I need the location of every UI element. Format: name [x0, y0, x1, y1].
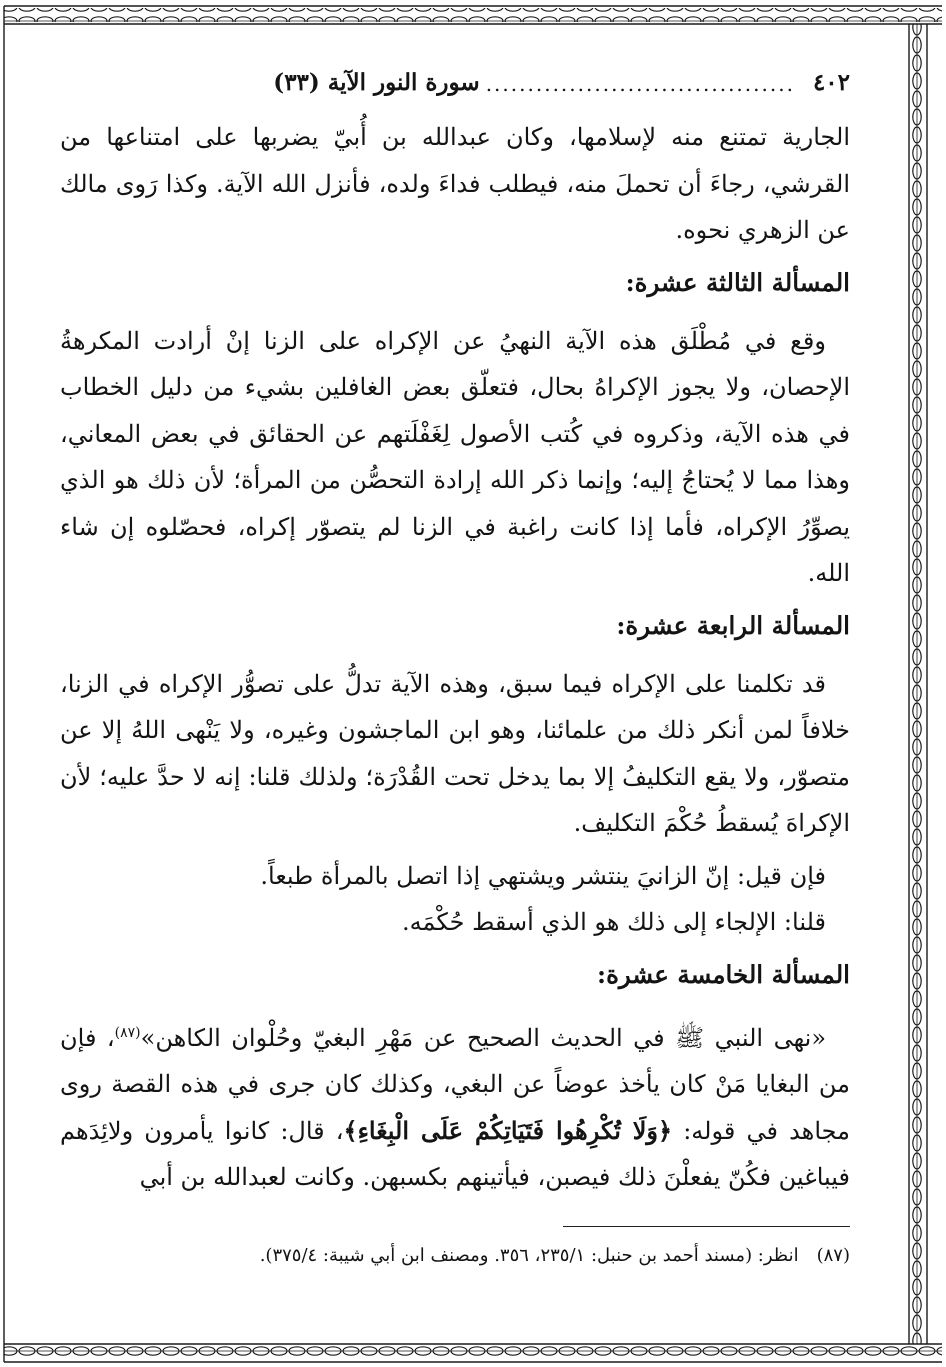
footnote — [240, 1241, 850, 1271]
paragraph-continuation: الجارية تمتنع منه لإسلامها، وكان عبدالله بن أُبيّ يضربها على امتناعها من القرشي، رجاءَ أن تحملَ منه، فيطلب فداءَ ولده، فأنزل الله الآية. وكذا رَوى مالك عن الزهري نحوه. — [60, 123, 850, 244]
page-content — [60, 62, 850, 1201]
page-number: ٤٠٢ — [812, 68, 850, 96]
section-heading-13: المسألة الثالثة عشرة: — [625, 267, 850, 297]
header-title: سورة النور الآية (٣٣) — [273, 68, 480, 96]
footnote-reference[interactable]: (٨٧) — [114, 1024, 141, 1041]
paragraph-section-13: وقع في مُطْلَق هذه الآية النهيُ عن الإكراه على الزنا إنْ أرادت المكرهةُ الإحصان، ولا يجوز الإكراهُ بحال، فتعلّق بعض الغافلين بشيء من دليل الخطاب في هذه الآية، وذكروه في كُتب الأصول لِغَفْلَتهم عن الحقائق في بعض المعاني، وهذا مما لا يُحتاجُ إليه؛ وإنما ذكر الله إرادة التحصُّن من المرأة؛ لأن ذلك هو الذي يصوِّرُ الإكراه، فأما إذا كانت راغبة في الزنا لم يتصوّر إكراه، فحصّلوه إن شاء الله. — [60, 326, 850, 587]
paragraph-text: ، قال: كانوا يأمرون ولائِدَهم فيباغين فكُنّ يفعلْنَ ذلك فيصبن، فيأتينهم بكسبهن. وكانت لعبدالله بن أبي — [60, 1116, 850, 1191]
hadith-quote: «نهى النبي ﷺ في الحديث الصحيح عن مَهْرِ البغيّ وحُلْوان الكاهن» — [140, 1023, 826, 1052]
paragraph-reply: قلنا: الإلجاء إلى ذلك هو الذي أسقط حُكْمَه. — [401, 908, 826, 936]
paragraph-section-15 — [60, 1010, 850, 1201]
running-header — [60, 62, 850, 102]
section-heading-14: المسألة الرابعة عشرة: — [616, 610, 850, 640]
paragraph-objection: فإن قيل: إنّ الزانيَ ينتشر ويشتهي إذا اتصل بالمرأة طبعاً. — [260, 861, 826, 890]
footnote-text: انظر: (مسند أحمد بن حنبل: ٢٣٥/١، ٣٥٦. ومصنف ابن أبي شيبة: ٣٧٥/٤). — [259, 1245, 799, 1266]
footnote-number: (٨٧) — [816, 1245, 850, 1266]
header-leader-dots: ..................................... — [485, 72, 795, 96]
paragraph-section-14: قد تكلمنا على الإكراه فيما سبق، وهذه الآية تدلُّ على تصوُّر الإكراه في الزنا، خلافاً لمن أنكر ذلك من علمائنا، وهو ابن الماجشون وغيره، ولا يَنْهى اللهُ إلا عن متصوّر، ولا يقع التكليفُ إلا بما يدخل تحت القُدْرَة؛ ولذلك قلنا: إنه لا حدَّ عليه؛ لأن الإكراهَ يُسقطُ حُكْمَ التكليف. — [60, 669, 850, 837]
footnote-separator — [563, 1226, 850, 1227]
paragraph-text: ، فإن من البغايا مَنْ كان يأخذ عوضاً عن البغي، وكذلك كان جرى في هذه القصة روى مجاهد في قوله: — [60, 1023, 850, 1145]
section-heading-15: المسألة الخامسة عشرة: — [597, 959, 850, 989]
main-text — [60, 114, 850, 1201]
quran-verse: ﴿وَلَا تُكْرِهُوا فَتَيَاتِكُمْ عَلَى الْبِغَاءِ﴾ — [343, 1115, 673, 1145]
